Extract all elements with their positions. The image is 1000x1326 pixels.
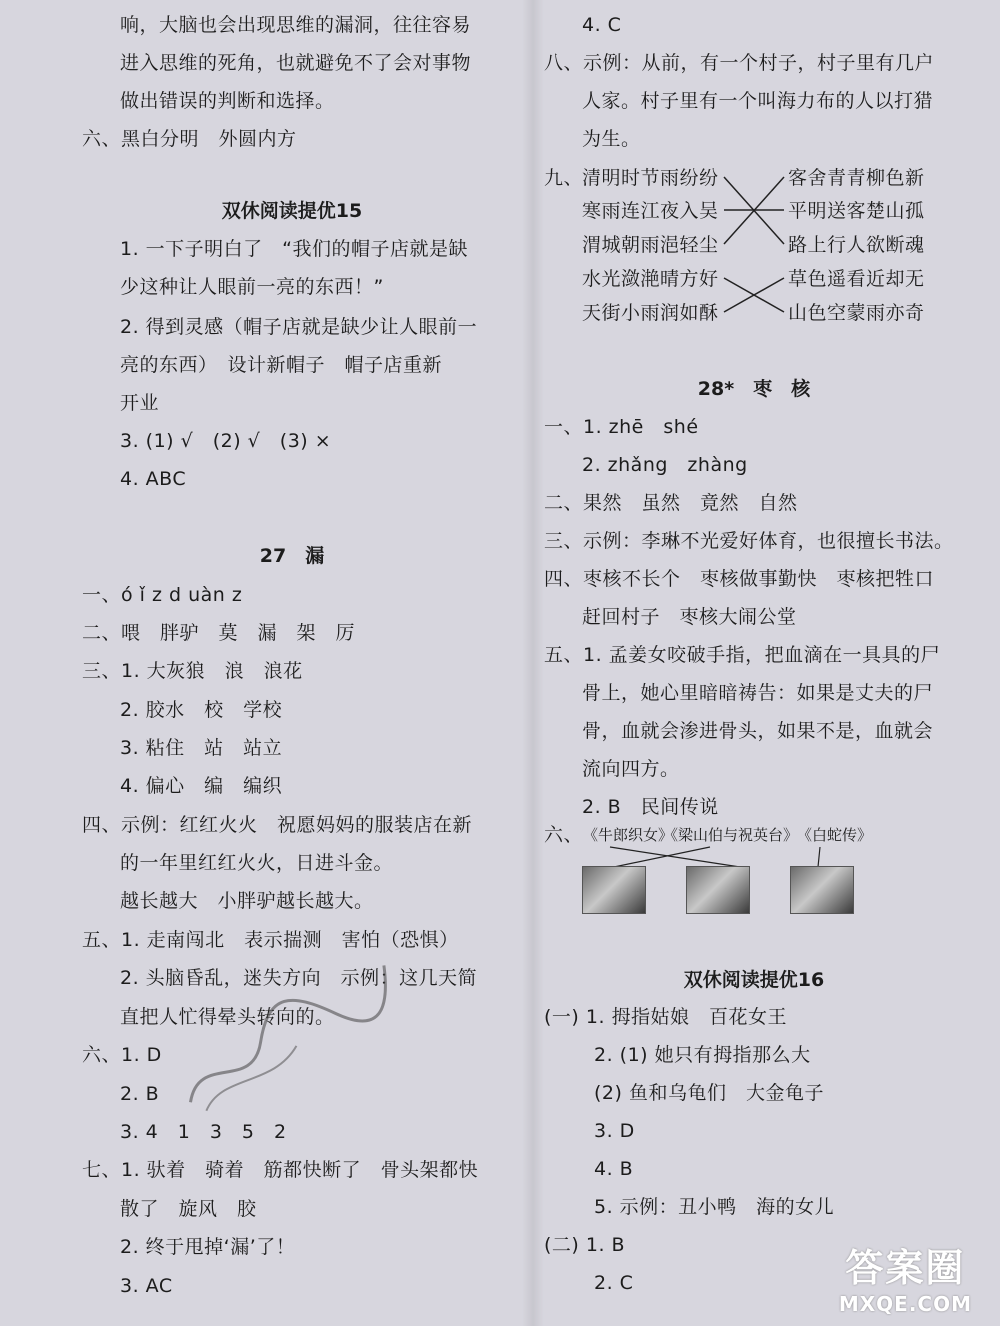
text-line: 直把人忙得晕头转向的。 (120, 1006, 335, 1028)
text-line: 2. C (594, 1272, 634, 1294)
text-line: 四、枣核不长个 枣核做事勤快 枣核把牲口 (544, 568, 935, 590)
poem-line-right: 路上行人欲断魂 (788, 234, 925, 256)
text-line: 六、1. D (82, 1044, 162, 1066)
text-line: 开业 (120, 392, 160, 414)
text-line: 做出错误的判断和选择。 (120, 90, 335, 112)
text-line: 2. 终于甩掉‘漏’了！ (120, 1236, 296, 1258)
text-line: 3. D (594, 1120, 635, 1142)
poem-line-left: 寒雨连江夜入吴 (582, 200, 719, 222)
text-line: (一) 1. 拇指姑娘 百花女王 (544, 1006, 788, 1028)
text-line: 4. C (582, 14, 622, 36)
text-line: 的一年里红红火火，日进斗金。 (120, 852, 394, 874)
text-line: 五、1. 孟姜女咬破手指，把血滴在一具具的尸 (544, 644, 941, 666)
text-line: 2. B 民间传说 (582, 796, 719, 818)
poem-line-right: 平明送客楚山孤 (788, 200, 925, 222)
matching-lines (700, 162, 790, 332)
text-line: 三、示例：李琳不光爱好体育，也很擅长书法。 (544, 530, 954, 552)
text-line: 2. B (120, 1083, 160, 1105)
text-line: 二、喂 胖驴 莫 漏 架 厉 (82, 622, 356, 644)
poem-line-right: 山色空蒙雨亦奇 (788, 302, 925, 324)
text-line: 骨上，她心里暗暗祷告：如果是丈夫的尸 (582, 682, 934, 704)
text-line: 为生。 (582, 128, 641, 150)
section-title-16: 双休阅读提优16 (683, 969, 825, 991)
poem-line-right: 草色遥看近却无 (788, 268, 925, 290)
text-line: 五、1. 走南闯北 表示揣测 害怕（恐惧） (82, 929, 459, 951)
section-title-15: 双休阅读提优15 (221, 200, 363, 222)
poem-line-left: 渭城朝雨浥轻尘 (582, 234, 719, 256)
text-line: 3. (1) √ (2) √ (3) × (120, 430, 332, 452)
lesson-title-27: 27 漏 (259, 545, 325, 567)
story-label-2: 《梁山伯与祝英台》 (663, 826, 799, 844)
text-line: 赶回村子 枣核大闹公堂 (582, 606, 797, 628)
poem-line-left: 清明时节雨纷纷 (582, 167, 719, 189)
text-line: 少这种让人眼前一亮的东西！” (120, 276, 384, 298)
text-line: 4. ABC (120, 468, 187, 490)
text-line: 四、示例：红红火火 祝愿妈妈的服装店在新 (82, 814, 473, 836)
text-line: 2. zhǎng zhàng (582, 454, 748, 476)
story-label-1: 《牛郎织女》 (583, 826, 674, 844)
text-line: 二、果然 虽然 竟然 自然 (544, 492, 798, 514)
text-line: 响，大脑也会出现思维的漏洞，往往容易 (120, 14, 472, 36)
text-line: 八、示例：从前，有一个村子，村子里有几户 (544, 52, 935, 74)
text-line: 2. 头脑昏乱，迷失方向 示例：这几天简 (120, 967, 478, 989)
text-line: 3. AC (120, 1275, 173, 1297)
text-line: 3. 4 1 3 5 2 (120, 1121, 287, 1143)
text-line: 3. 粘住 站 站立 (120, 737, 283, 759)
text-line: 流向四方。 (582, 758, 680, 780)
lesson-title-28: 28* 枣 核 (697, 378, 811, 400)
text-line: 越长越大 小胖驴越长越大。 (120, 890, 374, 912)
watermark-url: MXQE.COM (838, 1292, 972, 1316)
text-line: 进入思维的死角，也就避免不了会对事物 (120, 52, 472, 74)
text-line: 一、ó ǐ z d uàn z (82, 584, 243, 606)
text-line: 2. 得到灵感（帽子店就是缺少让人眼前一 (120, 316, 478, 338)
story-label-3: 《白蛇传》 (797, 826, 873, 844)
matching-label: 九、 (544, 167, 584, 189)
text-line: 散了 旋风 胶 (120, 1198, 257, 1220)
text-line: 七、1. 驮着 骑着 筋都快断了 骨头架都快 (82, 1159, 479, 1181)
poem-line-right: 客舍青青柳色新 (788, 167, 925, 189)
text-line: 4. 偏心 编 编织 (120, 775, 283, 797)
text-line: 4. B (594, 1158, 634, 1180)
story-picture-1 (582, 866, 646, 914)
text-line: 2. (1) 她只有拇指那么大 (594, 1044, 811, 1066)
question-six-label: 六、 (544, 824, 584, 846)
watermark-logo: 答案圈 (845, 1246, 966, 1290)
text-line: 亮的东西） 设计新帽子 帽子店重新 (120, 354, 443, 376)
page-fold-shadow (522, 0, 544, 1326)
poem-line-left: 天街小雨润如酥 (582, 302, 719, 324)
text-line: 人家。村子里有一个叫海力布的人以打猎 (582, 90, 934, 112)
story-picture-2 (686, 866, 750, 914)
text-line: 一、1. zhē shé (544, 416, 699, 438)
text-line: (2) 鱼和乌龟们 大金龟子 (594, 1082, 824, 1104)
text-line: 三、1. 大灰狼 浪 浪花 (82, 660, 303, 682)
poem-line-left: 水光潋滟晴方好 (582, 268, 719, 290)
text-line: (二) 1. B (544, 1234, 626, 1256)
text-line: 5. 示例：丑小鸭 海的女儿 (594, 1196, 835, 1218)
text-line: 1. 一下子明白了 “我们的帽子店就是缺 (120, 238, 469, 260)
text-line: 六、黑白分明 外圆内方 (82, 128, 297, 150)
text-line: 2. 胶水 校 学校 (120, 699, 283, 721)
story-picture-3 (790, 866, 854, 914)
text-line: 骨，血就会渗进骨头，如果不是，血就会 (582, 720, 934, 742)
site-watermark (839, 1237, 972, 1316)
